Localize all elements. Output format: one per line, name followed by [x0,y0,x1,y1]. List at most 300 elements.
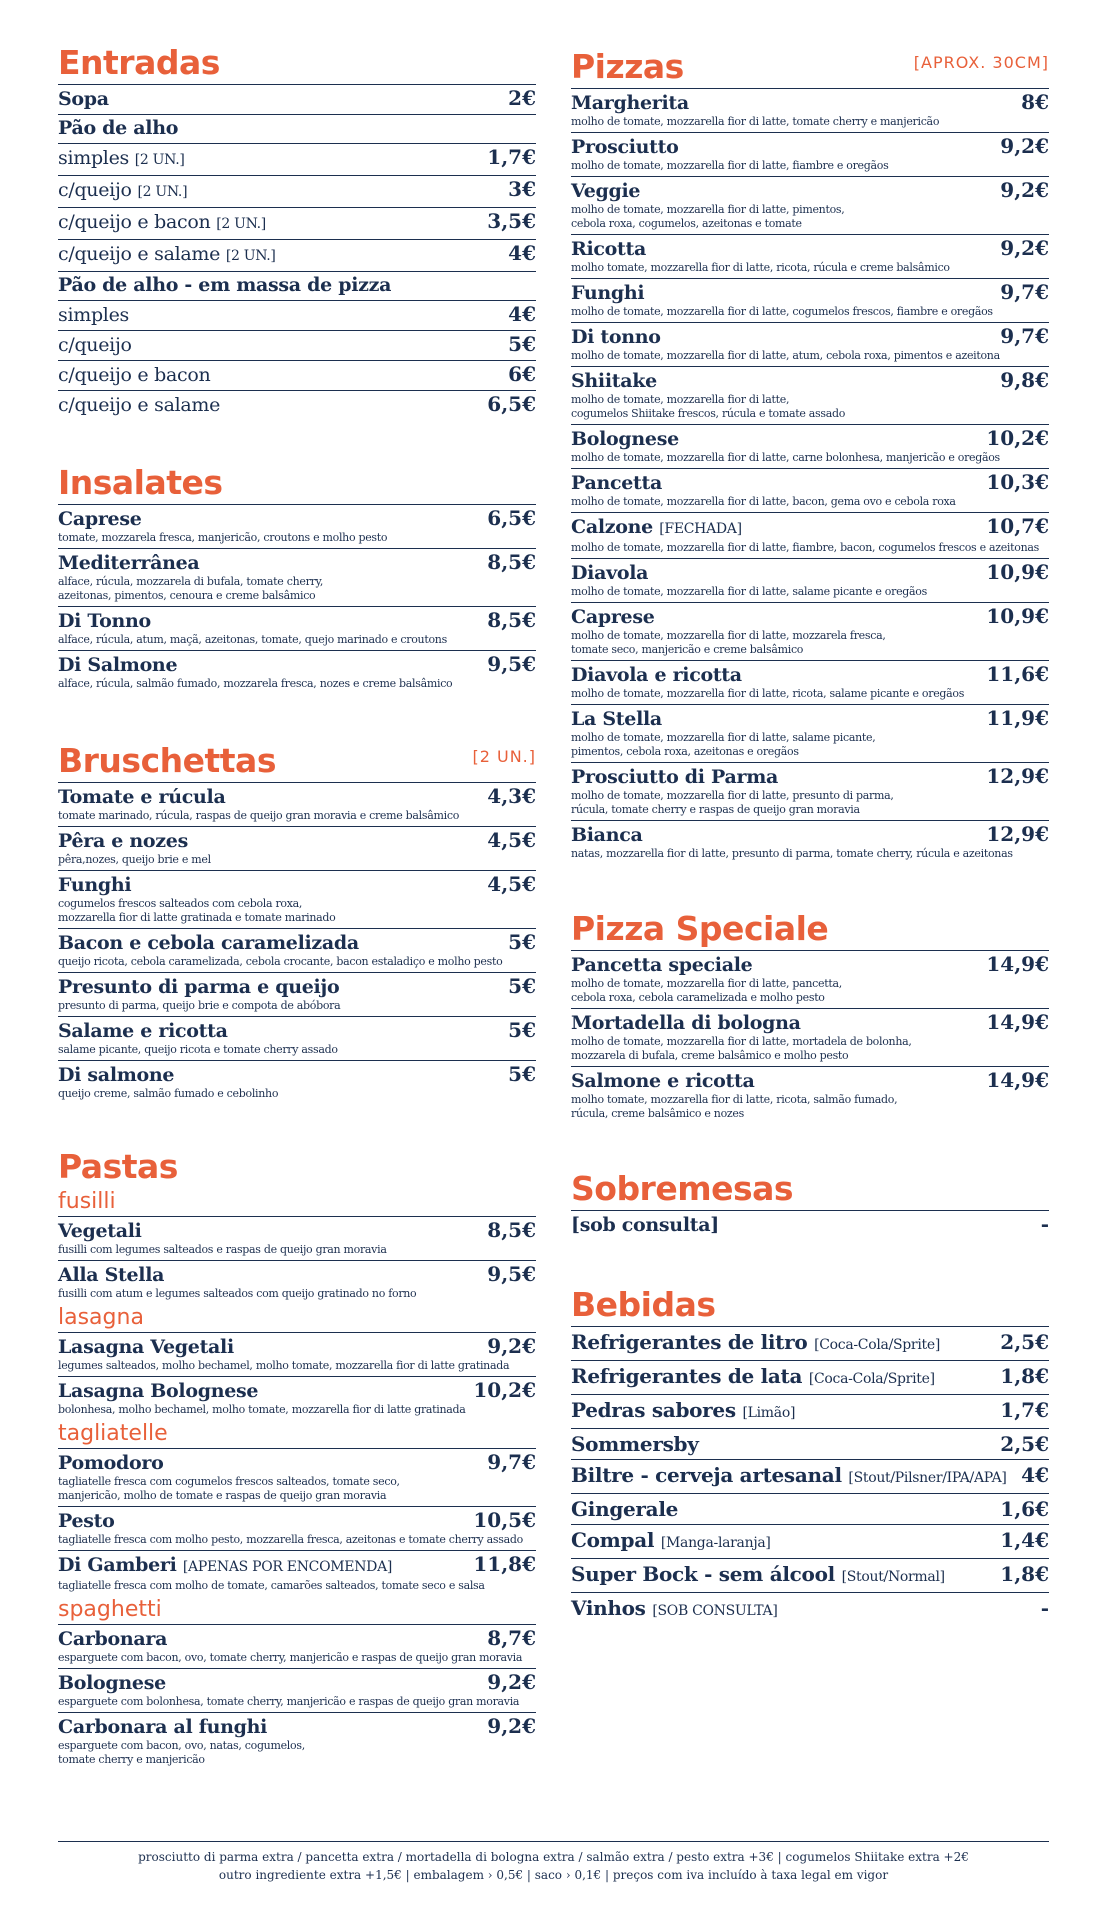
menu-item-name [58,147,185,172]
menu-item-name-text: c/queijo e bacon [58,364,211,386]
menu-item-name [58,508,142,531]
menu-item-row [571,1594,1049,1625]
menu-item-name [571,326,661,349]
menu-item-price: 2€ [508,86,536,110]
menu-item-name [571,238,646,261]
menu-item-desc: queijo ricota, cebola caramelizada, cebola crocante, bacon estaladiço e molho pesto [58,955,503,968]
menu-item-name [58,179,187,204]
menu-item-name [571,664,742,687]
menu-item-price: 10,7€ [986,514,1049,538]
menu-item-row [58,363,536,387]
menu-item-price: 8,5€ [487,608,536,632]
menu-item-row [58,242,536,268]
pizzas-list [571,89,1049,864]
menu-item-price: 1,6€ [1000,1497,1049,1521]
menu-item-row [58,303,536,327]
menu-item-price: 5€ [508,1062,536,1086]
menu-item-price: 11,6€ [986,662,1049,686]
menu-item [571,1460,1049,1494]
menu-item-name [58,394,220,417]
menu-item-name-text: c/queijo e bacon [58,211,211,233]
menu-item-desc: molho de tomate, mozzarella fior di latte, cogumelos frescos, fiambre e oregãos [571,305,993,318]
section-title-bruschettas: Bruschettas [2 UN.] [58,738,536,783]
menu-item-row [571,1362,1049,1393]
menu-item-price: 14,9€ [986,1068,1049,1092]
menu-item [58,1625,536,1669]
entradas-list [58,85,536,420]
menu-item-name [58,932,359,955]
menu-item-price: 9,2€ [1000,178,1049,202]
section-title-insalates: Insalates [58,464,536,505]
menu-item [58,1507,536,1551]
menu-item-desc: fusilli com legumes salteados e raspas de queijo gran moravia [58,1243,387,1256]
menu-item-name [58,654,177,677]
menu-item-desc: esparguete com bacon, ovo, natas, cogumelos, tomate cherry e manjericão [58,1739,305,1766]
menu-item-desc: molho tomate, mozzarella fior di latte, ricota, salmão fumado, rúcula, creme balsâmico e nozes [571,1093,898,1120]
menu-item-price: 8€ [1021,90,1049,114]
menu-item-name-text: Pomodoro [58,1452,164,1474]
menu-item-name [58,1064,174,1087]
menu-item-name-text: Mediterrânea [58,552,200,574]
sobremesas-list [571,1211,1049,1240]
menu-item [58,1377,536,1420]
menu-item-name-text: Caprese [571,606,655,628]
menu-item-note: [2 UN.] [225,248,276,264]
menu-item [58,115,536,144]
menu-item-price: 1,4€ [1000,1528,1049,1552]
menu-item-name-text: c/queijo [58,179,132,201]
menu-item-name [571,562,648,585]
menu-item-desc: alface, rúcula, salmão fumado, mozzarela fresca, nozes e creme balsâmico [58,677,453,690]
menu-item-row [571,605,1049,629]
menu-item [571,367,1049,425]
menu-item-price: 9,8€ [1000,368,1049,392]
menu-item-desc: molho de tomate, mozzarella fior di latte, mortadela de bolonha, mozzarela di bufala, creme balsâmico e molho pesto [571,1035,912,1062]
menu-item-row [58,507,536,531]
menu-item-price: 8,7€ [487,1626,536,1650]
section-bebidas [571,1286,1049,1626]
menu-item-note: [Stout/Pilsner/IPA/APA] [848,1470,1007,1486]
pastas-groups [58,1188,536,1770]
menu-item-name [58,786,225,809]
menu-item [58,331,536,361]
menu-item-name-text: Diavola e ricotta [571,664,742,686]
pasta-subhead: lasagna [58,1304,536,1333]
menu-item-name [571,1526,771,1557]
menu-item-row [571,369,1049,393]
section-title-sobremesas: Sobremesas [571,1170,1049,1211]
menu-item [571,235,1049,279]
menu-item-name-text: Refrigerantes de litro [571,1330,808,1354]
menu-item [58,505,536,549]
menu-item [571,323,1049,367]
menu-item-row [571,1213,1049,1237]
menu-item-desc: tagliatelle fresca com cogumelos frescos salteados, tomate seco, manjericão, molho de tomate e raspas de queijo gran moravia [58,1475,400,1502]
menu-item-name-text: simples [58,304,129,326]
menu-item [571,1494,1049,1525]
menu-item-row [58,1627,536,1651]
menu-item-row [58,393,536,417]
menu-item-desc: fusilli com atum e legumes salteados com queijo gratinado no forno [58,1287,417,1300]
menu-item-name-text: Calzone [571,516,653,538]
menu-item-name [58,976,339,999]
pasta-group-list [58,1217,536,1304]
menu-item [58,651,536,694]
menu-item-row [571,91,1049,115]
menu-item [58,783,536,827]
menu-item-price: 8,5€ [487,1218,536,1242]
menu-item [571,1211,1049,1240]
menu-item-row [58,653,536,677]
menu-item-row [58,210,536,236]
menu-item-price: 5€ [508,974,536,998]
menu-item-desc: molho de tomate, mozzarella fior di latte, carne bolonhesa, manjericão e oregãos [571,451,1000,464]
menu-item-name-text: Bianca [571,824,643,846]
menu-item [571,1067,1049,1124]
menu-item [571,513,1049,559]
menu-item-name [58,874,131,897]
menu-item-desc: bolonhesa, molho bechamel, molho tomate, mozzarella fior di latte gratinada [58,1403,466,1416]
menu-item-name-text: Compal [571,1528,655,1552]
menu-item-price: 10,2€ [986,426,1049,450]
pasta-subhead: spaghetti [58,1596,536,1625]
menu-item-price: 4€ [508,241,536,265]
menu-item [58,607,536,651]
menu-item [571,1559,1049,1593]
menu-item-name-text: Funghi [58,874,132,896]
menu-item-price: 4,5€ [487,828,536,852]
menu-item-price: 11,8€ [473,1552,536,1576]
menu-item [58,1061,536,1104]
menu-item-row [571,561,1049,585]
menu-item-row [571,427,1049,451]
menu-item [571,951,1049,1009]
menu-item-price: 9,7€ [1000,324,1049,348]
menu-item-name-text: Presunto di parma e queijo [58,976,340,998]
menu-item-name [571,708,662,731]
menu-item-price: 9,7€ [487,1450,536,1474]
menu-item-row [58,1335,536,1359]
menu-item [571,1009,1049,1067]
menu-item-name-text: c/queijo e salame [58,243,221,265]
menu-item-price: - [1040,1212,1049,1236]
right-column [571,44,1049,1626]
menu-item-name [58,1452,163,1475]
menu-item-name-text: Biltre - cerveja artesanal [571,1463,842,1487]
menu-item-name [571,1328,940,1359]
menu-item-price: 6,5€ [487,506,536,530]
menu-item-row [58,1671,536,1695]
menu-item-name-text: Pão de alho - em massa de pizza [58,274,392,296]
menu-item-row [58,873,536,897]
menu-item-name [58,117,178,140]
menu-item-name-text: [sob consulta] [571,1214,719,1236]
menu-item-row [571,1396,1049,1427]
menu-item-name-text: Di salmone [58,1064,175,1086]
menu-item-desc: natas, mozzarella fior di latte, presunto di parma, tomate cherry, rúcula e azeitonas [571,847,1013,860]
menu-item [571,1525,1049,1559]
menu-item-row [571,953,1049,977]
menu-item-desc: molho de tomate, mozzarella fior di latte, fiambre, bacon, cogumelos frescos e azeitonas [571,541,1039,554]
menu-item-price: 10,2€ [473,1378,536,1402]
menu-item-name [58,1020,228,1043]
menu-item-price: 1,7€ [1000,1398,1049,1422]
menu-item [571,661,1049,705]
menu-item [58,144,536,176]
menu-item-row [571,663,1049,687]
menu-item-price: 1,8€ [1000,1562,1049,1586]
menu-item-name [58,243,276,268]
menu-item-name [571,282,644,305]
menu-item-desc: molho de tomate, mozzarella fior di latte, atum, cebola roxa, pimentos e azeitona [571,349,1000,362]
menu-item-name [58,88,109,111]
menu-item [58,1333,536,1377]
menu-item-name [571,1495,678,1523]
bruschettas-tag: [2 UN.] [472,747,536,766]
menu-item-note: [Stout/Normal] [841,1569,945,1585]
menu-item-name [571,1396,795,1427]
menu-item-price: 10,9€ [986,560,1049,584]
menu-item-desc: tomate, mozzarela fresca, manjericão, croutons e molho pesto [58,531,388,544]
menu-item-name-text: Pêra e nozes [58,830,188,852]
menu-item [571,425,1049,469]
menu-item-name-text: Di Tonno [58,610,151,632]
menu-item-name [571,1461,1007,1492]
menu-item [571,469,1049,513]
menu-item-note: [APENAS POR ENCOMENDA] [182,1559,393,1575]
menu-item-name-text: Super Bock - sem álcool [571,1562,835,1586]
menu-item-name-text: Vinhos [571,1596,646,1620]
menu-item [58,827,536,871]
menu-item-row [571,471,1049,495]
menu-item-row [571,179,1049,203]
menu-item-row [571,1430,1049,1458]
menu-item-name [571,1070,754,1093]
menu-item-name [571,1430,699,1458]
menu-item-row [58,1509,536,1533]
menu-item [571,603,1049,661]
pasta-group-list [58,1625,536,1770]
menu-item-name-text: Funghi [571,282,645,304]
menu-item [58,301,536,331]
menu-item-price: 9,2€ [1000,134,1049,158]
menu-item [58,871,536,929]
menu-item-price: 12,9€ [986,822,1049,846]
footer-line-2: outro ingrediente extra +1,5€ | embalagem › 0,5€ | saco › 0,1€ | preços com iva incluído à taxa legal em vigor [218,1868,889,1882]
menu-item-price: 9,7€ [1000,280,1049,304]
menu-item-row [571,237,1049,261]
menu-item [58,549,536,607]
pasta-subhead: fusilli [58,1188,536,1217]
menu-item [58,1551,536,1596]
menu-item [571,1593,1049,1626]
menu-item-row [571,1011,1049,1035]
menu-item [571,1361,1049,1395]
menu-item-name-text: Margherita [571,92,689,114]
menu-item-name [571,1560,945,1591]
menu-item-name-text: Prosciutto di Parma [571,766,779,788]
speciale-list [571,951,1049,1124]
menu-item-row [58,1451,536,1475]
section-pastas [58,1148,536,1770]
insalates-list [58,505,536,694]
menu-item-note: [Coca-Cola/Sprite] [814,1337,940,1353]
menu-item-row [58,1219,536,1243]
menu-item-row [571,515,1049,541]
menu-item-name-text: Carbonara al funghi [58,1716,268,1738]
menu-item-row [571,281,1049,305]
menu-item-price: 3,5€ [487,209,536,233]
footer-line-1: prosciutto di parma extra / pancetta extra / mortadella di bologna extra / salmão extra / pesto extra +3€ | cogumelos Shiitake extra +2€ [138,1850,969,1864]
menu-item-price: 9,5€ [487,1262,536,1286]
menu-item-row [58,975,536,999]
menu-item-row [571,707,1049,731]
bruschettas-list [58,783,536,1104]
menu-item-row [58,146,536,172]
menu-item-row [58,609,536,633]
menu-item-name-text: Veggie [571,180,641,202]
menu-item-price: 9,2€ [487,1714,536,1738]
menu-item-desc: molho de tomate, mozzarella fior di latte, salame picante, pimentos, cebola roxa, azeitonas e oregãos [571,731,876,758]
menu-item-row [58,87,536,111]
menu-item-name-text: Pedras sabores [571,1398,736,1422]
section-entradas [58,44,536,420]
menu-item-name-text: Mortadella di bologna [571,1012,801,1034]
menu-item-desc: cogumelos frescos salteados com cebola roxa, mozzarella fior di latte gratinada e tomate marinado [58,897,336,924]
menu-item-price: 6€ [508,362,536,386]
menu-item [571,821,1049,864]
menu-item-desc: alface, rúcula, atum, maçã, azeitonas, tomate, quejo marinado e croutons [58,633,447,646]
section-title-bebidas: Bebidas [571,1286,1049,1327]
menu-item [58,176,536,208]
menu-item [58,85,536,115]
menu-item [58,973,536,1017]
menu-item [571,705,1049,763]
section-insalates [58,464,536,694]
menu-item-price: 12,9€ [986,764,1049,788]
pizzas-tag: [APROX. 30CM] [913,53,1049,72]
menu-item-name [58,1336,234,1359]
menu-item-row [571,1069,1049,1093]
menu-item-name [58,1554,392,1579]
menu-item-name [571,766,778,789]
menu-item-price: 2,5€ [1000,1432,1049,1456]
menu-item-desc: salame picante, queijo ricota e tomate cherry assado [58,1043,338,1056]
menu-item-note: [FECHADA] [659,521,742,537]
menu-item-price: 10,5€ [473,1508,536,1532]
menu-item-row [58,1263,536,1287]
menu-item-name [571,428,679,451]
menu-item [58,240,536,272]
section-pizzas [571,44,1049,864]
menu-item-desc: molho de tomate, mozzarella fior di latte, ricota, salame picante e oregãos [571,687,965,700]
menu-item-name [58,364,210,387]
menu-item-name [58,830,188,853]
menu-item-name-text: Shiitake [571,370,657,392]
menu-item-name [58,1628,167,1651]
menu-item [571,133,1049,177]
menu-item-note: [Manga-laranja] [660,1535,771,1551]
footer-notes [58,1841,1049,1884]
menu-item [58,208,536,240]
menu-item-price: 5€ [508,930,536,954]
menu-item-row [571,325,1049,349]
menu-item-name-text: c/queijo e salame [58,394,221,416]
bebidas-list [571,1327,1049,1626]
section-speciale [571,910,1049,1124]
menu-item-name [58,1380,258,1403]
menu-item [58,361,536,391]
menu-item-name-text: Carbonara [58,1628,168,1650]
menu-item [571,1429,1049,1460]
menu-item-name [58,304,129,327]
menu-item-desc: molho tomate, mozzarella fior di latte, ricota, rúcula e creme balsâmico [571,261,950,274]
menu-item-name [571,1214,719,1237]
menu-item-name-text: Di tonno [571,326,661,348]
menu-item-name [58,1264,164,1287]
menu-item-name-text: Sopa [58,88,109,110]
menu-item-row [571,1495,1049,1523]
menu-item-desc: molho de tomate, mozzarella fior di latte, bacon, gema ovo e cebola roxa [571,495,956,508]
menu-item-name [571,370,657,393]
menu-item [58,1217,536,1261]
menu-item-price: - [1040,1596,1049,1620]
menu-item-desc: molho de tomate, mozzarella fior di latte, presunto di parma, rúcula, tomate cherry e raspas de queijo gran moravia [571,789,894,816]
menu-item-desc: legumes salteados, molho bechamel, molho tomate, mozzarella fior di latte gratinada [58,1359,510,1372]
menu-item-price: 5€ [508,332,536,356]
menu-item-row [571,1461,1049,1492]
menu-item-price: 8,5€ [487,550,536,574]
menu-item-desc: molho de tomate, mozzarella fior di latte, fiambre e oregãos [571,159,889,172]
menu-item-desc: tagliatelle fresca com molho pesto, mozzarella fresca, azeitonas e tomate cherry assado [58,1533,523,1546]
menu-item-price: 14,9€ [986,1010,1049,1034]
menu-item-note: [2 UN.] [137,184,188,200]
menu-item-price: 9,2€ [487,1670,536,1694]
menu-item-name [58,1220,142,1243]
menu-item-desc: tomate marinado, rúcula, raspas de queijo gran moravia e creme balsâmico [58,809,460,822]
menu-item-name-text: Di Gamberi [58,1554,177,1576]
menu-item [58,1449,536,1507]
menu-item-price: 9,2€ [487,1334,536,1358]
menu-item-note: [Coca-Cola/Sprite] [808,1371,935,1387]
menu-item-desc: presunto di parma, queijo brie e compota de abóbora [58,999,341,1012]
menu-item-desc: tagliatelle fresca com molho de tomate, camarões salteados, tomate seco e salsa [58,1579,485,1592]
menu-item-note: [2 UN.] [216,216,266,232]
menu-item-price: 9,2€ [1000,236,1049,260]
menu-item-note: [2 UN.] [134,152,185,168]
menu-item-row [58,1553,536,1579]
menu-item-price: 10,9€ [986,604,1049,628]
menu-item-desc: esparguete com bacon, ovo, tomate cherry, manjericão e raspas de queijo gran moravia [58,1651,523,1664]
section-bruschettas [58,738,536,1104]
menu-item-row [571,1560,1049,1591]
menu-item [58,1713,536,1770]
menu-item-price: 14,9€ [986,952,1049,976]
menu-item-name [58,274,391,297]
menu-item-name [571,824,642,847]
menu-item-name-text: Salame e ricotta [58,1020,228,1042]
menu-item-row [571,1328,1049,1359]
menu-item-name-text: c/queijo [58,334,132,356]
menu-item-price: 5€ [508,1018,536,1042]
menu-item-name-text: Di Salmone [58,654,178,676]
menu-item-row [571,765,1049,789]
menu-item-name-text: Sommersby [571,1432,699,1456]
section-title-pizzas: Pizzas [APROX. 30CM] [571,44,1049,89]
menu-item-name-text: Alla Stella [58,1264,165,1286]
menu-item-name-text: Caprese [58,508,142,530]
menu-item-name [58,552,199,575]
